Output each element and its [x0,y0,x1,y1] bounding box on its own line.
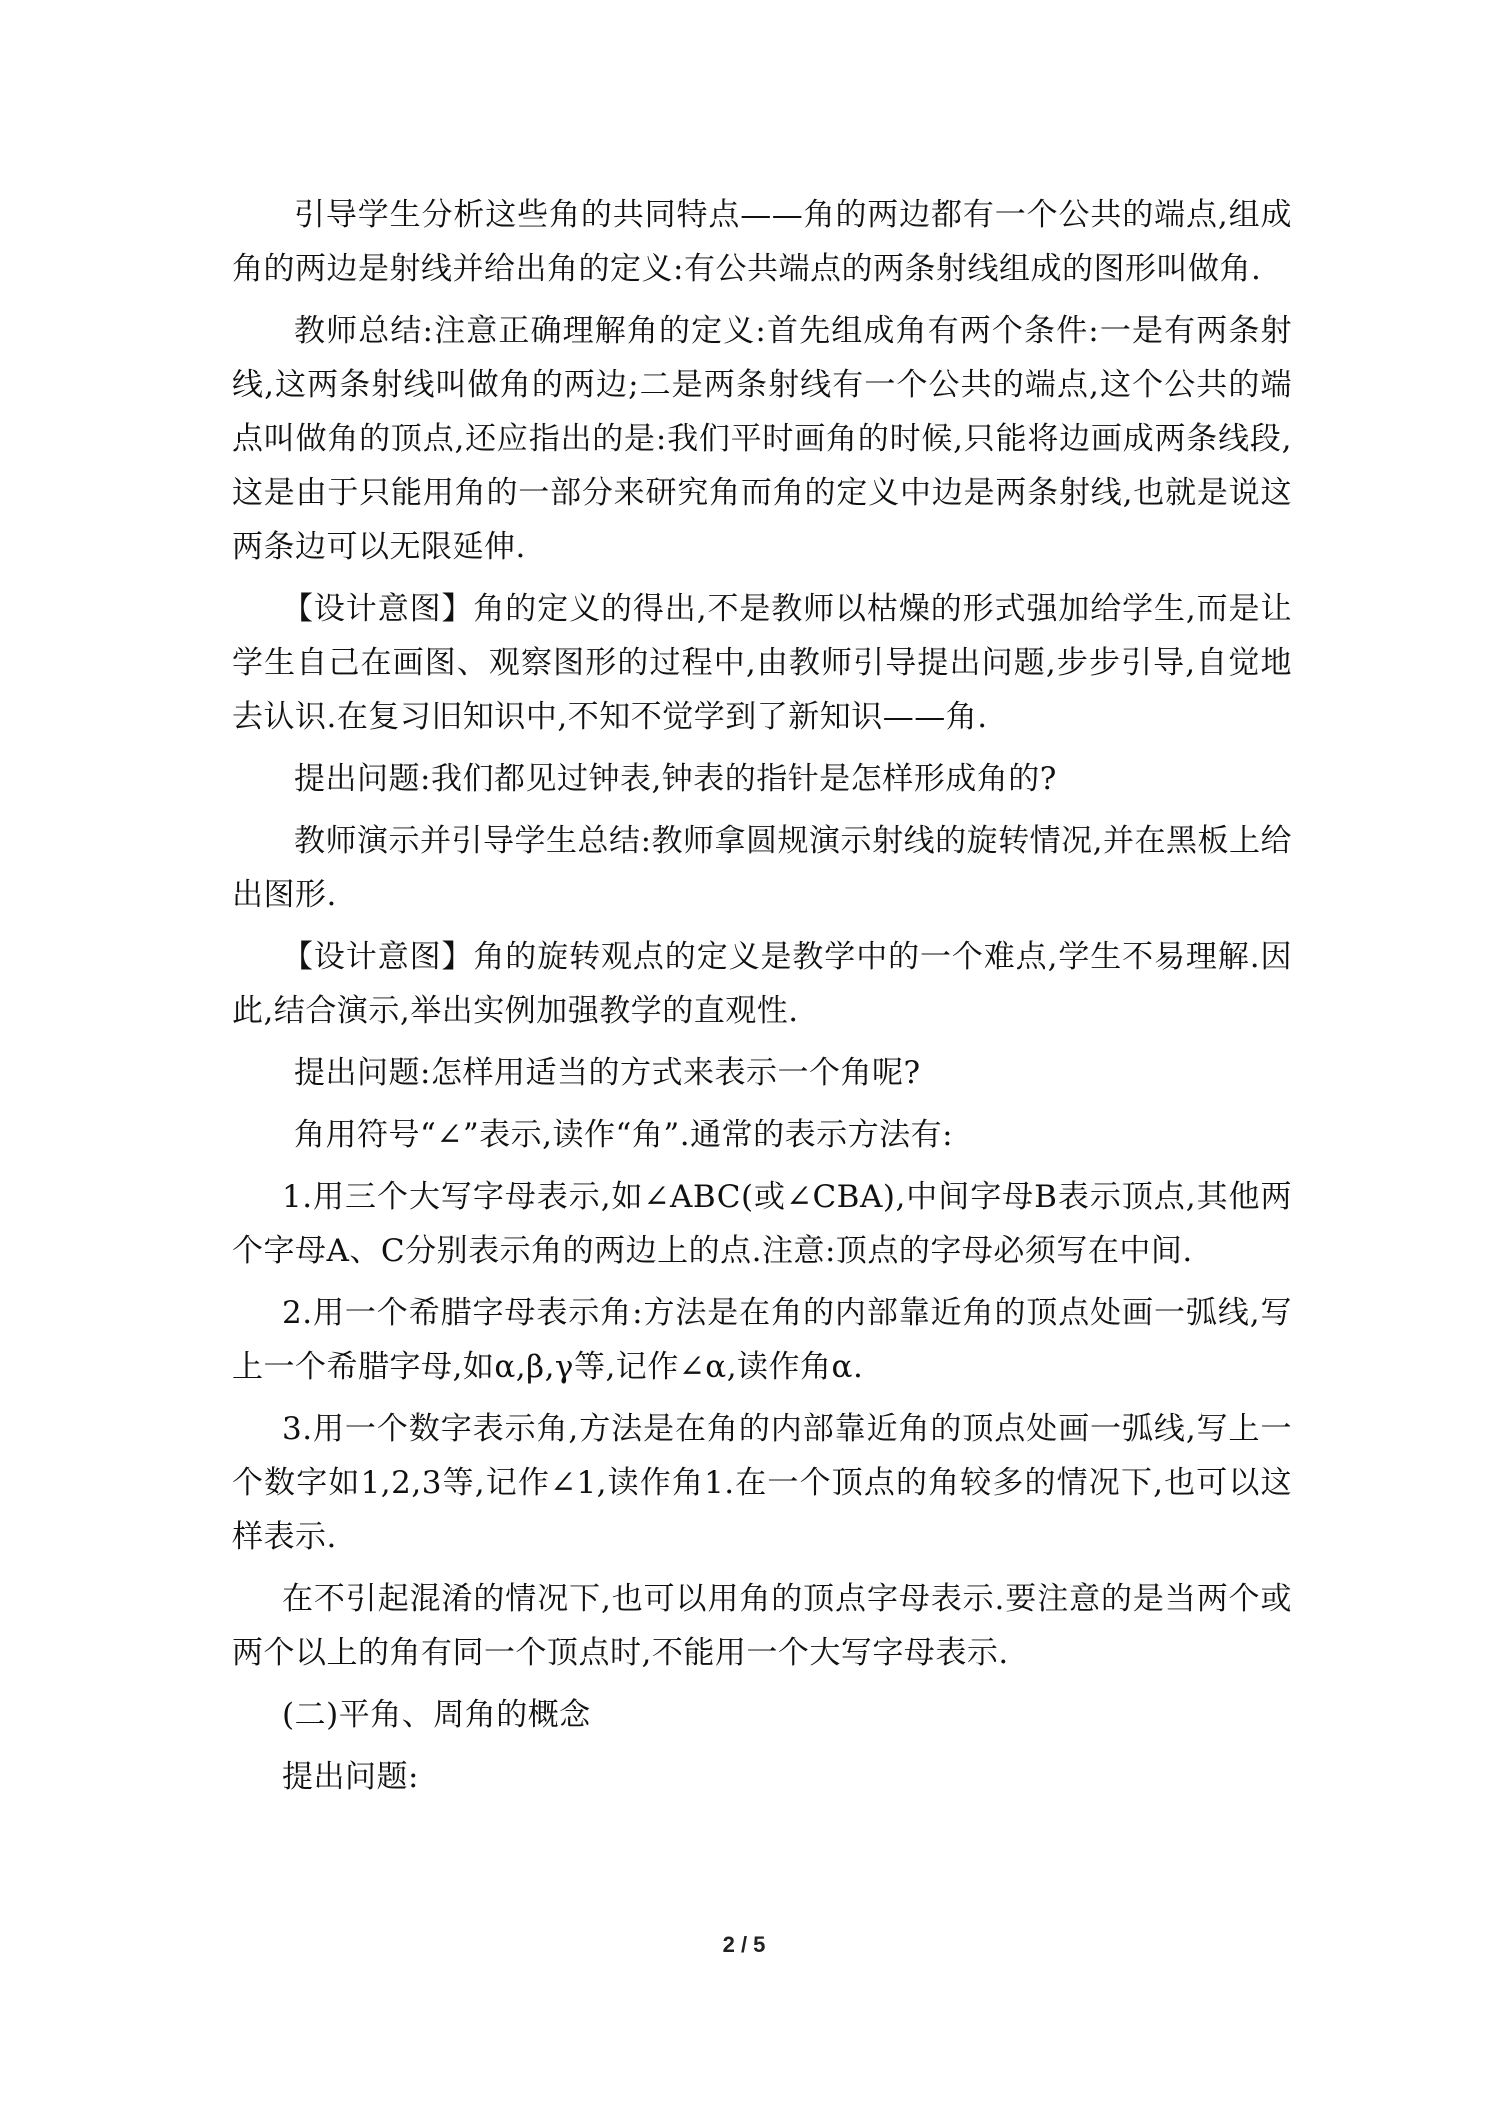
paragraph-angle-definition: 引导学生分析这些角的共同特点——角的两边都有一个公共的端点,组成角的两边是射线并给出角的定义:有公共端点的两条射线组成的图形叫做角. [232,197,1292,287]
list-item-greek-letter: 2.用一个希腊字母表示角:方法是在角的内部靠近角的顶点处画一弧线,写上一个希腊字母,如α,β,γ等,记作∠α,读作角α. [232,1295,1292,1385]
paragraph-angle-symbol: 角用符号“∠”表示,读作“角”.通常的表示方法有: [294,1117,954,1153]
paragraph-question-clock: 提出问题:我们都见过钟表,钟表的指针是怎样形成角的? [294,761,1057,797]
paragraph-teacher-summary: 教师总结:注意正确理解角的定义:首先组成角有两个条件:一是有两条射线,这两条射线叫做角的两边;二是两条射线有一个公共的端点,这个公共的端点叫做角的顶点,还应指出的是:我们平时画角的时候,只能将边画成两条线段,这是由于只能用角的一部分来研究角而角的定义中边是两条射线,也就是说这两条边可以无限延伸. [232,313,1292,565]
page-number: 2 / 5 [722,1932,766,1957]
paragraph-vertex-letter: 在不引起混淆的情况下,也可以用角的顶点字母表示.要注意的是当两个或两个以上的角有同一个顶点时,不能用一个大写字母表示. [232,1581,1292,1671]
paragraph-question-final: 提出问题: [282,1759,419,1795]
list-item-three-letters: 1.用三个大写字母表示,如∠ABC(或∠CBA),中间字母B表示顶点,其他两个字母A、C分别表示角的两边上的点.注意:顶点的字母必须写在中间. [232,1179,1292,1269]
paragraph-design-intent-2: 【设计意图】角的旋转观点的定义是教学中的一个难点,学生不易理解.因此,结合演示,举出实例加强教学的直观性. [232,939,1292,1029]
document-body [232,188,1292,1812]
paragraph-teacher-demo: 教师演示并引导学生总结:教师拿圆规演示射线的旋转情况,并在黑板上给出图形. [232,823,1292,913]
paragraph-design-intent-1: 【设计意图】角的定义的得出,不是教师以枯燥的形式强加给学生,而是让学生自己在画图、观察图形的过程中,由教师引导提出问题,步步引导,自觉地去认识.在复习旧知识中,不知不觉学到了新知识——角. [232,591,1292,735]
paragraph-question-notation: 提出问题:怎样用适当的方式来表示一个角呢? [294,1055,921,1091]
section-heading-straight-round-angle: (二)平角、周角的概念 [282,1697,591,1733]
list-item-number: 3.用一个数字表示角,方法是在角的内部靠近角的顶点处画一弧线,写上一个数字如1,2,3等,记作∠1,读作角1.在一个顶点的角较多的情况下,也可以这样表示. [232,1411,1292,1555]
